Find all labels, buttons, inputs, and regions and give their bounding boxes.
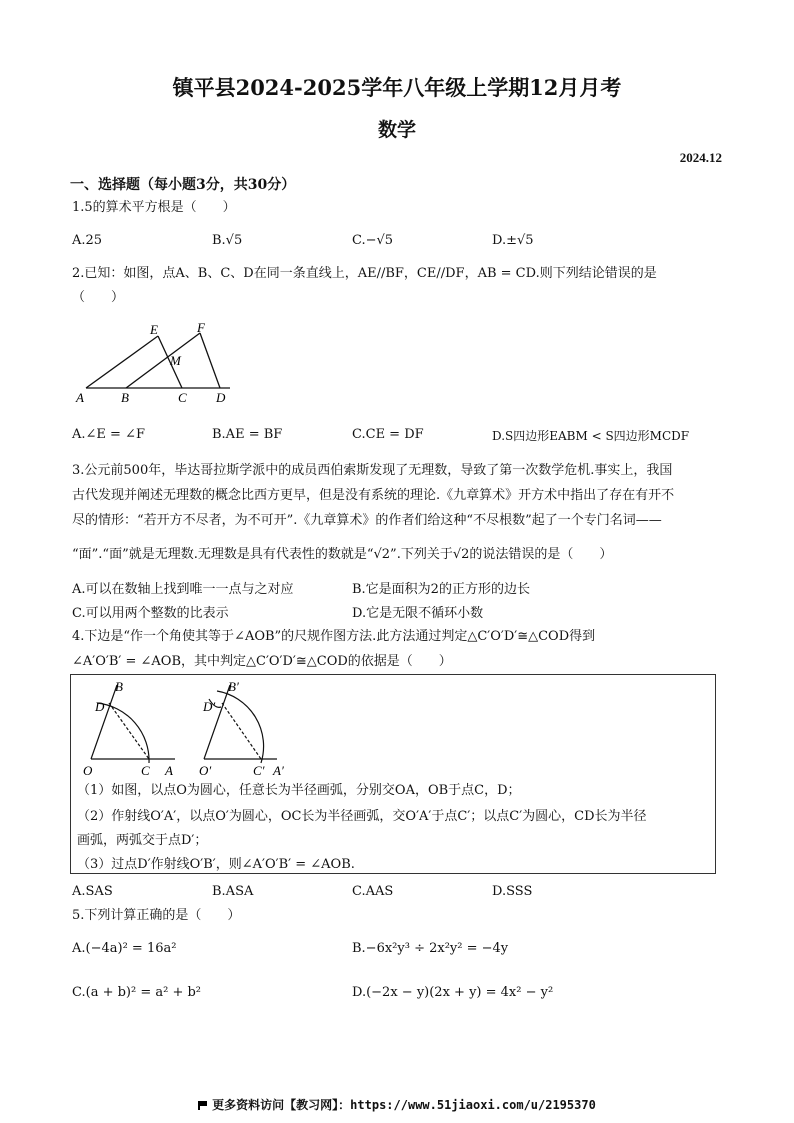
fig2-label-b: B′ <box>228 679 239 694</box>
q2-option-a: A.∠E = ∠F <box>72 427 145 442</box>
q1-option-b: B.√5 <box>212 233 243 248</box>
q4-construction-box <box>70 674 716 874</box>
label-f: F <box>197 320 205 335</box>
subject-title: 数学 <box>377 119 416 141</box>
label-a: A <box>76 390 84 405</box>
q5-option-b: B.−6x²y³ ÷ 2x²y² = −4y <box>352 941 509 956</box>
q2-figure <box>70 318 240 408</box>
fig1-label-c: C <box>141 763 150 778</box>
exam-title: 镇平县2024-2025学年八年级上学期12月月考 <box>172 75 622 100</box>
q3-line-1: 3.公元前500年，毕达哥拉斯学派中的成员西伯索斯发现了无理数，导致了第一次数学危机.事实上，我国 <box>72 463 673 478</box>
q4-step-3: （3）过点D′作射线O′B′，则∠A′O′B′ = ∠AOB. <box>77 857 355 872</box>
segment-ae <box>86 336 158 388</box>
label-b: B <box>121 390 129 405</box>
q2-stem: 2.已知：如图，点A、B、C、D在同一条直线上，AE//BF，CE//DF，AB = CD.则下列结论错误的是 <box>72 266 657 281</box>
q4-option-a: A.SAS <box>72 884 113 899</box>
fig2-label-d: D′ <box>203 699 216 714</box>
q1-stem: 1.5的算术平方根是（ ） <box>72 200 236 215</box>
q4-stem-line-2: ∠A′O′B′ = ∠AOB，其中判定△C′O′D′≅△COD的依据是（ ） <box>72 654 452 669</box>
q1-option-a: A.25 <box>72 233 103 248</box>
q3-option-c: C.可以用两个整数的比表示 <box>72 606 229 621</box>
q3-option-a: A.可以在数轴上找到唯一一点与之对应 <box>72 582 294 597</box>
segment-fd <box>200 333 220 388</box>
q4-step-2: （2）作射线O′A′，以点O′为圆心，OC长为半径画弧，交O′A′于点C′；以点C′为圆心，CD长为半径 <box>77 809 647 824</box>
q3-line-3: 尽的情形：“若开方不尽者，为不可开”.《九章算术》的作者们给这种“不尽根数”起了一个专门名词—— <box>72 513 662 528</box>
q4-figures <box>77 679 337 779</box>
q5-stem: 5.下列计算正确的是（ ） <box>72 908 241 923</box>
q3-option-b: B.它是面积为2的正方形的边长 <box>352 582 530 597</box>
flag-icon <box>198 1101 208 1110</box>
q4-option-d: D.SSS <box>492 884 533 899</box>
q5-option-a: A.(−4a)² = 16a² <box>72 941 177 956</box>
exam-date: 2024.12 <box>679 150 722 165</box>
footer-text[interactable]: 更多资料访问【教习网】：https://www.51jiaoxi.com/u/2195370 <box>212 1098 596 1112</box>
q1-option-c: C.−√5 <box>352 233 394 248</box>
q3-line-4: “面”.“面”就是无理数.无理数是具有代表性的数就是“√2”.下列关于√2的说法错误的是（ ） <box>72 547 613 562</box>
segment-bf <box>126 333 200 388</box>
footer-link[interactable] <box>0 1096 794 1113</box>
q3-option-d: D.它是无限不循环小数 <box>352 606 484 621</box>
q2-option-b: B.AE = BF <box>212 427 283 442</box>
q5-option-c: C.(a + b)² = a² + b² <box>72 985 202 1000</box>
fig2-label-o: O′ <box>199 763 212 778</box>
label-e: E <box>150 322 158 337</box>
section-heading: 一、选择题（每小题3分，共30分） <box>70 177 296 193</box>
fig1-label-o: O <box>83 763 93 778</box>
q4-step-2-cont: 画弧，两弧交于点D′； <box>77 833 208 848</box>
fig2-label-a: A′ <box>273 763 284 778</box>
q5-option-d: D.(−2x − y)(2x + y) = 4x² − y² <box>352 985 554 1000</box>
label-c: C <box>178 390 187 405</box>
q4-option-b: B.ASA <box>212 884 254 899</box>
q2-option-d: D.S四边形EABM < S四边形MCDF <box>492 429 690 443</box>
q4-step-1: （1）如图，以点O为圆心，任意长为半径画弧，分别交OA，OB于点C，D； <box>77 783 521 798</box>
label-m: M <box>170 353 181 368</box>
fig1-label-a: A <box>165 763 173 778</box>
q3-line-2: 古代发现并阐述无理数的概念比西方更早，但是没有系统的理论.《九章算术》开方术中指出了存在有开不 <box>72 488 675 503</box>
q4-option-c: C.AAS <box>352 884 394 899</box>
q2-option-c: C.CE = DF <box>352 427 424 442</box>
q2-stem-paren: （ ） <box>72 290 125 305</box>
fig1-label-d: D <box>95 699 105 714</box>
q4-stem-line-1: 4.下边是“作一个角使其等于∠AOB”的尺规作图方法.此方法通过判定△C′O′D′≅△COD得到 <box>72 629 596 644</box>
fig2-label-c: C′ <box>253 763 265 778</box>
q1-option-d: D.±√5 <box>492 233 534 248</box>
fig1-label-b: B <box>115 679 123 694</box>
label-d: D <box>216 390 226 405</box>
